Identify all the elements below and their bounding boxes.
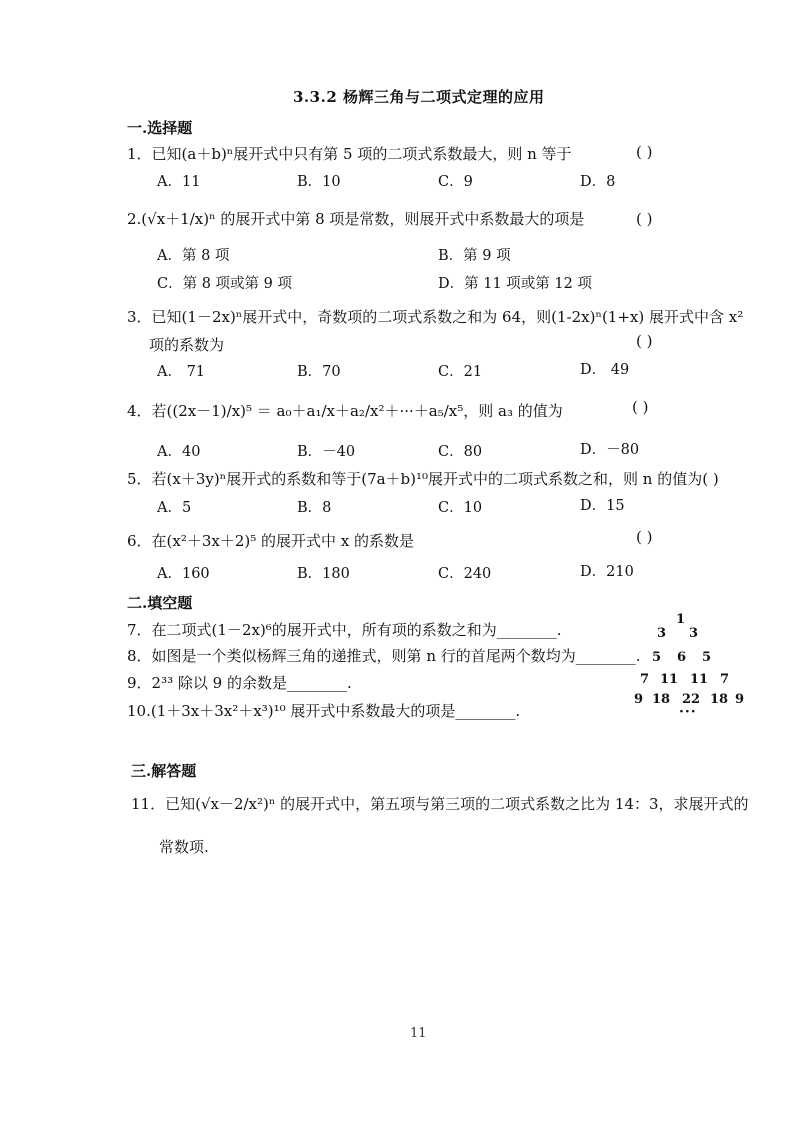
triangle-row4-num2: 11	[660, 672, 679, 687]
question-3-option-c: C．21	[438, 364, 483, 380]
fill-question-9: 9．2³³ 除以 9 的余数是________.	[127, 674, 352, 692]
question-3-option-d: D． 49	[580, 362, 630, 378]
question-6-option-b: B．180	[297, 566, 350, 582]
triangle-row4-num3: 11	[690, 672, 709, 687]
triangle-row2-num2: 3	[689, 626, 699, 641]
question-6-option-a: A．160	[157, 566, 210, 582]
question-2-answer-paren: ( )	[636, 210, 653, 228]
question-4-option-c: C．80	[438, 444, 483, 460]
question-5-text: 5．若(x＋3y)ⁿ展开式的系数和等于(7a＋b)¹⁰展开式中的二项式系数之和，则 n 的值为( )	[127, 470, 719, 488]
question-2-option-b: B．第 9 项	[438, 248, 511, 264]
question-4-text: 4．若((2x－1)/x)⁵ ＝ a₀＋a₁/x＋a₂/x²＋···＋a₅/x⁵，则 a₃ 的值为	[127, 402, 563, 420]
question-4-option-b: B．－40	[297, 444, 356, 460]
fill-question-10: 10.(1＋3x＋3x²＋x³)¹⁰ 展开式中系数最大的项是________.	[127, 702, 521, 720]
triangle-row5-num5: 9	[735, 692, 745, 707]
question-1-option-b: B．10	[297, 174, 341, 190]
section-heading-fill: 二.填空题	[127, 594, 193, 612]
triangle-row5-num4: 18	[710, 692, 729, 707]
fill-question-7: 7．在二项式(1－2x)⁶的展开式中，所有项的系数之和为________.	[127, 621, 562, 639]
section-heading-choice: 一.选择题	[127, 119, 193, 137]
question-1-option-a: A．11	[157, 174, 201, 190]
question-2-text: 2.(√x＋1/x)ⁿ 的展开式中第 8 项是常数，则展开式中系数最大的项是	[127, 210, 585, 228]
question-3-option-a: A． 71	[157, 364, 206, 380]
triangle-row3-num2: 6	[677, 650, 687, 665]
question-2-option-a: A．第 8 项	[157, 248, 230, 264]
question-3-text-line1: 3．已知(1－2x)ⁿ展开式中，奇数项的二项式系数之和为 64，则(1-2x)ⁿ(1+x) 展开式中含 x²	[127, 308, 744, 326]
question-5-option-d: D．15	[580, 498, 625, 514]
question-5-option-b: B．8	[297, 500, 332, 516]
triangle-row5-num1: 9	[634, 692, 644, 707]
question-1-answer-paren: ( )	[636, 143, 653, 161]
question-4-answer-paren: ( )	[632, 398, 649, 416]
triangle-row5-num3: 22	[682, 692, 701, 707]
question-5-option-a: A．5	[157, 500, 192, 516]
question-4-option-d: D．－80	[580, 442, 640, 458]
triangle-row5-num2: 18	[652, 692, 671, 707]
page-number: 11	[410, 1026, 427, 1041]
triangle-ellipsis: ···	[679, 704, 697, 720]
question-3-answer-paren: ( )	[636, 332, 653, 350]
question-2-option-d: D．第 11 项或第 12 项	[438, 276, 592, 292]
triangle-row3-num1: 5	[652, 650, 662, 665]
question-11-text-line1: 11．已知(√x－2/x²)ⁿ 的展开式中，第五项与第三项的二项式系数之比为 14：3，求展开式的	[131, 795, 749, 813]
question-6-option-d: D．210	[580, 564, 634, 580]
question-6-option-c: C．240	[438, 566, 492, 582]
fill-question-8: 8．如图是一个类似杨辉三角的递推式，则第 n 行的首尾两个数均为________.	[127, 647, 641, 665]
question-1-text: 1．已知(a＋b)ⁿ展开式中只有第 5 项的二项式系数最大，则 n 等于	[127, 145, 572, 163]
page-title: 3.3.2 杨辉三角与二项式定理的应用	[293, 88, 545, 106]
question-1-option-d: D．8	[580, 174, 616, 190]
question-2-option-c: C．第 8 项或第 9 项	[157, 276, 292, 292]
question-1-option-c: C．9	[438, 174, 473, 190]
triangle-row2-num1: 3	[657, 626, 667, 641]
question-6-text: 6．在(x²＋3x＋2)⁵ 的展开式中 x 的系数是	[127, 532, 415, 550]
triangle-row3-num3: 5	[702, 650, 712, 665]
triangle-row4-num1: 7	[640, 672, 650, 687]
question-6-answer-paren: ( )	[636, 528, 653, 546]
question-3-option-b: B．70	[297, 364, 341, 380]
question-4-option-a: A．40	[157, 444, 201, 460]
triangle-row4-num4: 7	[720, 672, 730, 687]
question-11-text-line2: 常数项.	[159, 838, 209, 856]
triangle-row1-num1: 1	[676, 612, 686, 627]
question-5-option-c: C．10	[438, 500, 483, 516]
section-heading-solve: 三.解答题	[131, 762, 197, 780]
question-3-text-line2: 项的系数为	[149, 336, 225, 354]
